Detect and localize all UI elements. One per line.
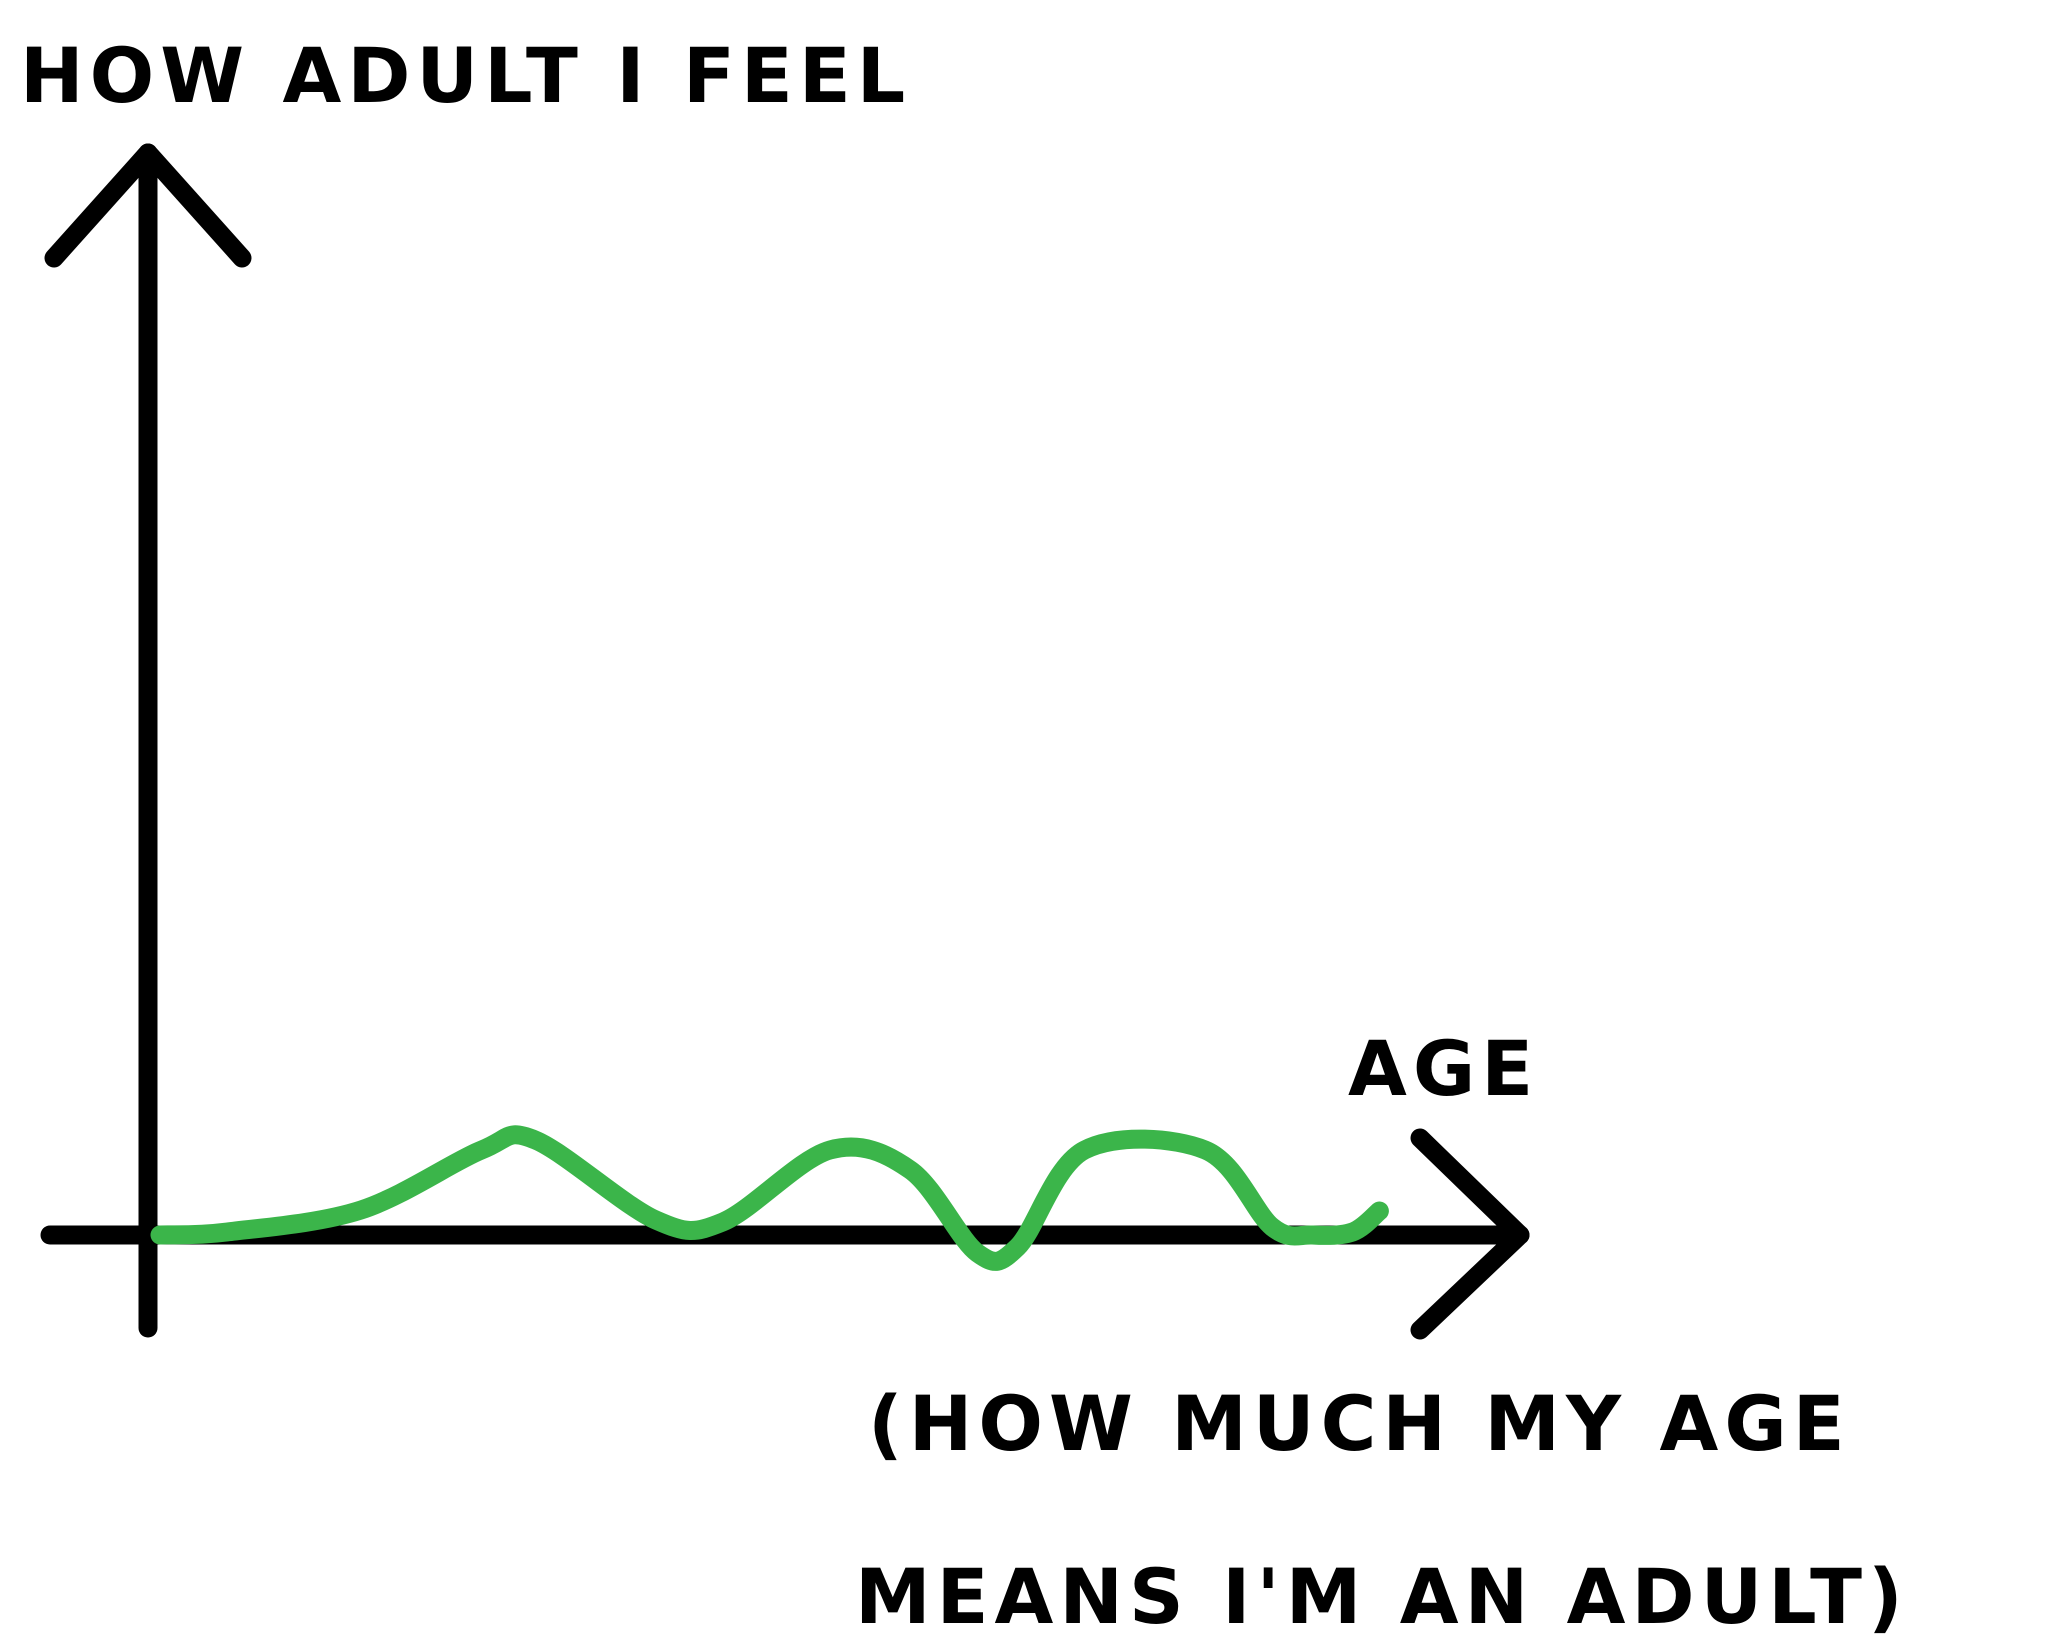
x-axis-note-line-1: (HOW MUCH MY AGE: [868, 1379, 1851, 1468]
axes: [50, 153, 1520, 1330]
x-axis-label: AGE: [1348, 1024, 1540, 1113]
y-axis-label: HOW ADULT I FEEL: [20, 31, 912, 120]
x-axis-note-line-2: MEANS I'M AN ADULT): [855, 1552, 1909, 1641]
